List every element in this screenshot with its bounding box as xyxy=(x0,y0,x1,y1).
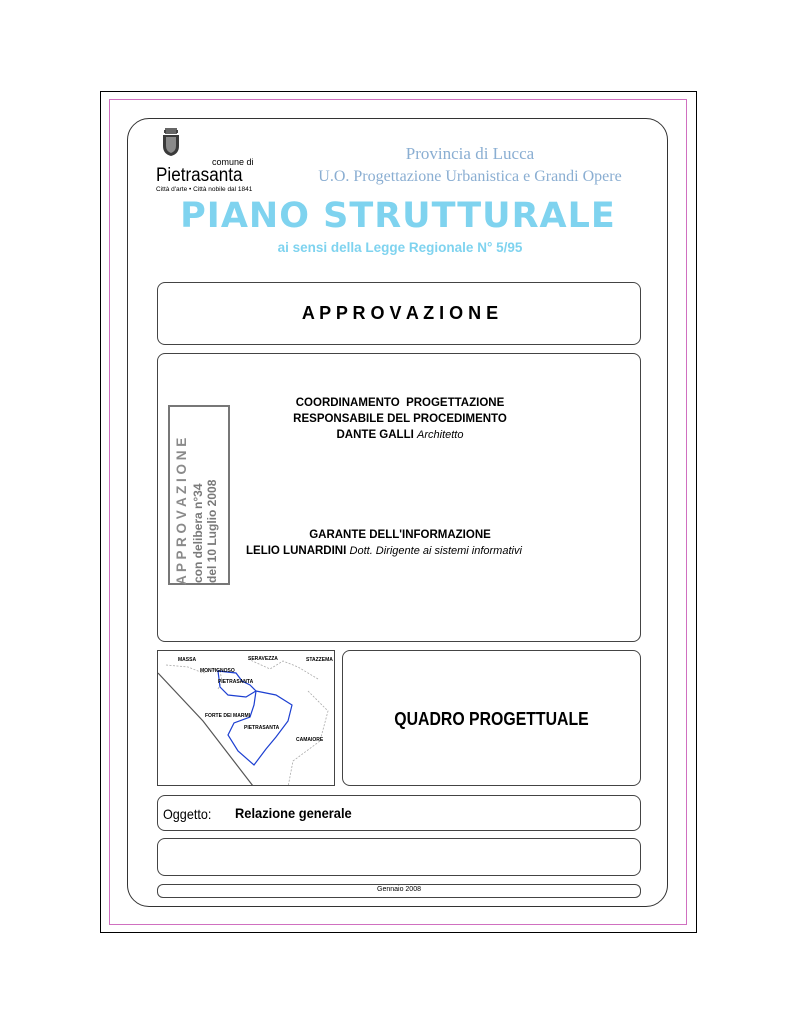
phase-label: A P P R O V A Z I O N E xyxy=(301,303,499,323)
coordination-title: COORDINAMENTO PROGETTAZIONE xyxy=(295,397,505,409)
section-title: QUADRO PROGETTUALE xyxy=(394,709,589,729)
responsible-role: Architetto xyxy=(417,429,464,441)
map-label-massa: MASSA xyxy=(178,657,197,663)
notes-box xyxy=(157,838,641,876)
map-label-stazzema: STAZZEMA xyxy=(306,657,333,663)
issue-date: Gennaio 2008 xyxy=(377,886,421,893)
comune-label: comune di xyxy=(212,157,254,167)
subject-value: Relazione generale xyxy=(235,805,352,821)
office-name: U.O. Progettazione Urbanistica e Grandi Opere xyxy=(318,168,622,185)
town-name: Pietrasanta xyxy=(156,165,243,186)
subject-box xyxy=(157,795,641,831)
guarantor-role: Dott. Dirigente ai sistemi informativi xyxy=(349,545,522,557)
location-map xyxy=(157,650,335,786)
phase-box xyxy=(157,282,641,345)
stamp-line-2: del 10 Luglio 2008 xyxy=(205,479,219,583)
map-label-forte-dei-marmi: FORTE DEI MARMI xyxy=(205,713,250,719)
map-label-pietrasanta-1: PIETRASANTA xyxy=(218,679,254,685)
stamp-word: A P P R O V A Z I O N E xyxy=(174,437,189,585)
province-name: Provincia di Lucca xyxy=(405,144,535,163)
coat-of-arms-icon xyxy=(160,127,182,157)
staff-box xyxy=(157,353,641,642)
map-label-seravezza: SERAVEZZA xyxy=(248,656,278,662)
guarantor-title: GARANTE DELL'INFORMAZIONE xyxy=(309,529,491,541)
responsible-name: DANTE GALLI xyxy=(336,429,414,441)
plan-title: PIANO STRUTTURALE xyxy=(180,196,616,236)
guarantor-name: LELIO LUNARDINI xyxy=(246,545,347,557)
responsible-line xyxy=(198,429,602,441)
date-box xyxy=(157,884,641,898)
map-label-montignoso: MONTIGNOSO xyxy=(200,668,235,674)
responsible-title: RESPONSABILE DEL PROCEDIMENTO xyxy=(293,413,507,425)
section-box xyxy=(342,650,641,786)
plan-subtitle: ai sensi della Legge Regionale N° 5/95 xyxy=(277,240,523,255)
guarantor-line xyxy=(246,545,522,557)
map-label-pietrasanta-2: PIETRASANTA xyxy=(244,725,280,731)
map-label-camaiore: CAMAIORE xyxy=(296,737,324,743)
town-tagline: Città d'arte • Città nobile dal 1841 xyxy=(156,186,253,193)
subject-label: Oggetto: xyxy=(163,806,212,822)
stamp-line-1: con delibera n°34 xyxy=(191,483,205,583)
municipality-logo xyxy=(156,127,266,195)
